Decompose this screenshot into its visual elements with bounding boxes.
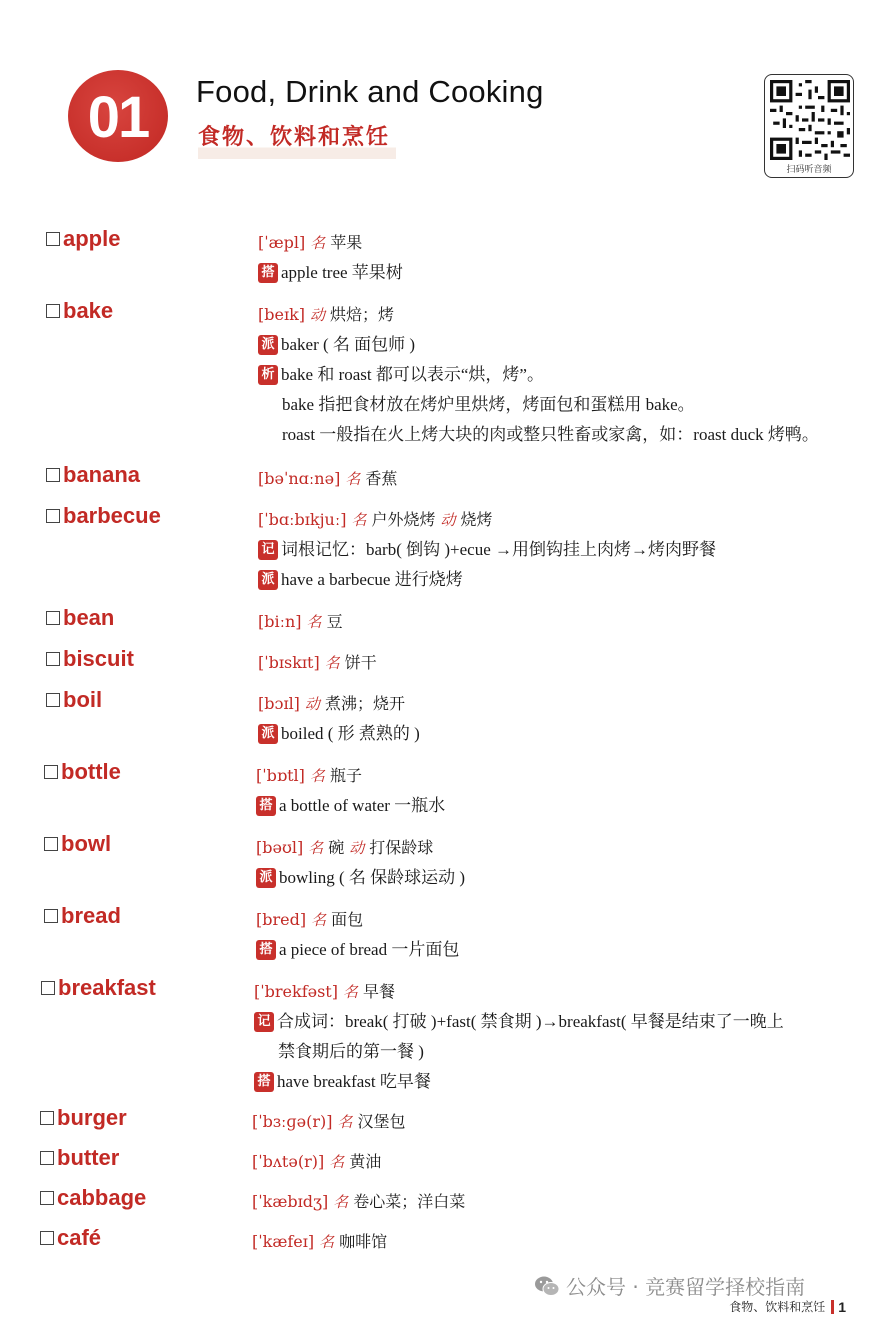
checkbox[interactable] — [46, 652, 60, 666]
vocab-entry — [0, 1221, 894, 1261]
vocab-entry — [0, 1181, 894, 1221]
tag-icon: 派 — [258, 724, 278, 744]
vocab-entry — [0, 1141, 894, 1181]
entry-word: bread — [44, 903, 121, 929]
footer-divider — [831, 1300, 834, 1314]
vocab-entry — [0, 642, 894, 683]
vocab-entry — [0, 683, 894, 755]
checkbox[interactable] — [40, 1191, 54, 1205]
memory-text: 禁食期后的第一餐 ) — [278, 1042, 424, 1061]
vocab-entry — [0, 899, 894, 971]
checkbox[interactable] — [44, 837, 58, 851]
collocation-line: 搭 a bottle of water 一瓶水 — [256, 791, 894, 821]
analysis-line: 析 bake 和 roast 都可以表示“烘，烤”。 — [258, 360, 894, 390]
derivative-line: 派 baker ( 名 面包师 ) — [258, 330, 894, 360]
definition-line: [ˈbrekfəst] 名 早餐 — [254, 982, 395, 1001]
unit-number-badge — [68, 70, 168, 162]
vocab-entry — [0, 222, 894, 294]
vocabulary-list — [0, 222, 894, 1261]
vocab-entry — [0, 827, 894, 899]
qr-caption: 扫码听音频 — [786, 165, 832, 175]
tag-icon: 搭 — [254, 1072, 274, 1092]
tag-icon: 派 — [258, 335, 278, 355]
page-subtitle-cn: 食物、饮料和烹饪 — [198, 120, 396, 159]
entry-word: bottle — [44, 759, 121, 785]
vocab-entry — [0, 971, 894, 1101]
entry-word: burger — [40, 1105, 127, 1131]
definition-line: [bred] 名 面包 — [256, 910, 364, 929]
entry-word: boil — [46, 687, 102, 713]
entry-word: bean — [46, 605, 114, 631]
entry-word: barbecue — [46, 503, 161, 529]
vocab-entry — [0, 458, 894, 499]
definition-line: [ˈbɑːbɪkjuː] 名 户外烧烤 动 烧烤 — [258, 510, 493, 529]
collocation-line: 搭 have breakfast 吃早餐 — [254, 1067, 894, 1097]
definition-line: [ˈkæfeɪ] 名 咖啡馆 — [252, 1232, 388, 1251]
definition-line: [biːn] 名 豆 — [258, 612, 343, 631]
collocation-line: 搭 a piece of bread 一片面包 — [256, 935, 894, 965]
entry-word: butter — [40, 1145, 119, 1171]
entry-word: café — [40, 1225, 101, 1251]
entry-word: cabbage — [40, 1185, 146, 1211]
tag-icon: 搭 — [256, 796, 276, 816]
definition-line: [bəˈnɑːnə] 名 香蕉 — [258, 469, 398, 488]
entry-word: banana — [46, 462, 140, 488]
page-number: 1 — [838, 1298, 846, 1315]
checkbox[interactable] — [46, 468, 60, 482]
vocab-entry — [0, 755, 894, 827]
derivative-line: 派 boiled ( 形 煮熟的 ) — [258, 719, 894, 749]
checkbox[interactable] — [40, 1151, 54, 1165]
wechat-icon — [534, 1275, 560, 1297]
derivative-line: 派 bowling ( 名 保龄球运动 ) — [256, 863, 894, 893]
entry-word: apple — [46, 226, 120, 252]
tag-icon: 派 — [256, 868, 276, 888]
definition-line: [ˈbɒtl] 名 瓶子 — [256, 766, 362, 785]
definition-line: [bəʊl] 名 碗 动 打保龄球 — [256, 838, 434, 857]
vocab-entry — [0, 294, 894, 458]
definition-line: [ˈæpl] 名 苹果 — [258, 233, 363, 252]
tag-icon: 搭 — [258, 263, 278, 283]
checkbox[interactable] — [41, 981, 55, 995]
entry-word: biscuit — [46, 646, 134, 672]
memory-line: 记 合成词：break( 打破 )+fast( 禁食期 )→breakfast( 早餐是结束了一晚上 — [254, 1007, 894, 1037]
checkbox[interactable] — [46, 693, 60, 707]
collocation-line: 搭 apple tree 苹果树 — [258, 258, 894, 288]
checkbox[interactable] — [46, 611, 60, 625]
watermark — [534, 1271, 805, 1300]
page-title: Food, Drink and Cooking — [196, 74, 544, 109]
checkbox[interactable] — [40, 1111, 54, 1125]
checkbox[interactable] — [46, 509, 60, 523]
checkbox[interactable] — [44, 765, 58, 779]
checkbox[interactable] — [40, 1231, 54, 1245]
entry-word: bowl — [44, 831, 111, 857]
analysis-text: bake 指把食材放在烤炉里烘烤，烤面包和蛋糕用 bake。 — [282, 395, 695, 414]
qr-code-icon — [770, 80, 850, 160]
watermark-text: 公众号 · 竞赛留学择校指南 — [566, 1275, 806, 1299]
tag-icon: 析 — [258, 365, 278, 385]
tag-icon: 搭 — [256, 940, 276, 960]
tag-icon: 记 — [254, 1012, 274, 1032]
definition-line: [ˈkæbɪdʒ] 名 卷心菜；洋白菜 — [252, 1192, 466, 1211]
vocab-entry — [0, 601, 894, 642]
tag-icon: 派 — [258, 570, 278, 590]
checkbox[interactable] — [46, 304, 60, 318]
vocab-entry — [0, 499, 894, 601]
unit-number: 01 — [87, 84, 149, 150]
derivative-line: 派 have a barbecue 进行烧烤 — [258, 565, 894, 595]
definition-line: [ˈbʌtə(r)] 名 黄油 — [252, 1152, 382, 1171]
definition-line: [bɔɪl] 动 煮沸；烧开 — [258, 694, 405, 713]
page-footer — [729, 1298, 846, 1315]
tag-icon: 记 — [258, 540, 278, 560]
definition-line: [ˈbɪskɪt] 名 饼干 — [258, 653, 377, 672]
analysis-text: roast 一般指在火上烤大块的肉或整只牲畜或家禽，如：roast duck 烤鸭。 — [282, 425, 819, 444]
entry-word: bake — [46, 298, 113, 324]
checkbox[interactable] — [44, 909, 58, 923]
definition-line: [ˈbɜːɡə(r)] 名 汉堡包 — [252, 1112, 406, 1131]
memory-line: 记 词根记忆：barb( 倒钩 )+ecue →用倒钩挂上肉烤→烤肉野餐 — [258, 535, 894, 565]
qr-code[interactable] — [764, 74, 854, 178]
footer-section: 食物、饮料和烹饪 — [729, 1300, 826, 1314]
definition-line: [beɪk] 动 烘焙；烤 — [258, 305, 395, 324]
entry-word: breakfast — [41, 975, 156, 1001]
checkbox[interactable] — [46, 232, 60, 246]
vocab-entry — [0, 1101, 894, 1141]
